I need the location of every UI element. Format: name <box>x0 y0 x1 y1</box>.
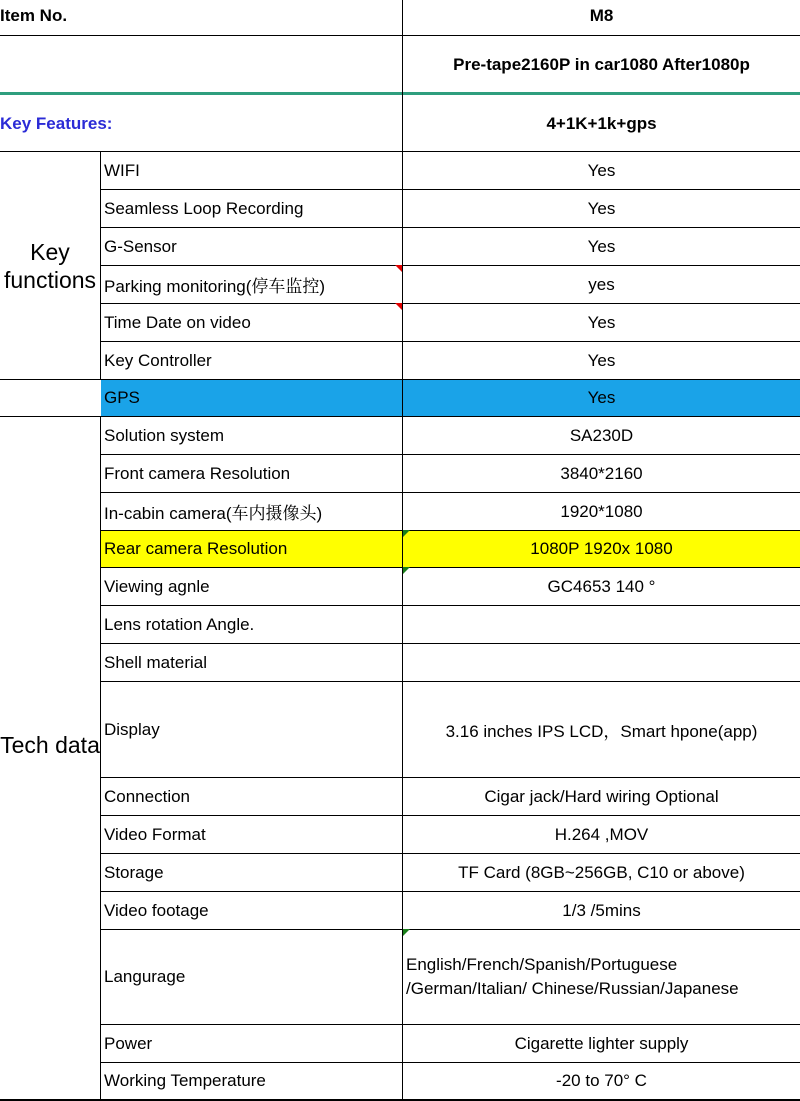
spec-name: G-Sensor <box>104 236 177 256</box>
spec-value: 3840*2160 <box>560 463 643 483</box>
item-no-label: Item No. <box>0 6 68 25</box>
spec-name: Langurage <box>104 967 186 986</box>
row-divider <box>0 35 800 36</box>
key-functions-label: Key functions <box>3 239 97 293</box>
spec-name: Solution system <box>104 425 224 445</box>
spec-value: Yes <box>587 312 616 332</box>
spec-name: Power <box>104 1033 153 1053</box>
spec-value <box>403 644 800 681</box>
spec-name: Viewing agnle <box>104 576 210 596</box>
spec-value: -20 to 70° C <box>556 1071 647 1090</box>
spec-value: TF Card (8GB~256GB, C10 or above) <box>458 862 745 882</box>
spec-value: Yes <box>587 160 616 180</box>
spec-value: 1/3 /5mins <box>562 900 641 920</box>
spec-value: 1920*1080 <box>560 501 643 521</box>
spec-value: Yes <box>587 387 616 407</box>
spec-name: In-cabin camera(车内摄像头) <box>104 504 323 523</box>
model-subtitle: Pre-tape2160P in car1080 After1080p <box>453 55 750 74</box>
spec-value: Yes <box>587 350 616 370</box>
spec-value <box>403 930 800 1024</box>
spec-name: Working Temperature <box>104 1071 266 1090</box>
spec-name: Display <box>104 719 160 739</box>
spec-name: Rear camera Resolution <box>104 538 288 558</box>
language-line-2: /German/Italian/ Chinese/Russian/Japanese <box>406 979 739 998</box>
model-name: M8 <box>589 6 614 25</box>
spec-value: SA230D <box>569 425 634 445</box>
spec-value: Yes <box>587 236 616 256</box>
spec-value: Yes <box>587 198 616 218</box>
spec-name: WIFI <box>104 160 140 180</box>
spec-value: 1080P 1920x 1080 <box>530 538 673 558</box>
spec-value: 3.16 inches IPS LCD，Smart hpone(app) <box>445 722 758 741</box>
spec-value: Cigarette lighter supply <box>514 1033 689 1053</box>
spec-name: Video footage <box>104 900 209 920</box>
tech-data-label: Tech data <box>0 732 100 758</box>
spec-value: Cigar jack/Hard wiring Optional <box>484 786 719 806</box>
key-features-value: 4+1K+1k+gps <box>546 114 657 133</box>
separator-line <box>0 92 800 95</box>
spec-name: Lens rotation Angle. <box>104 614 255 634</box>
spec-value <box>403 606 800 643</box>
language-line-1: English/French/Spanish/Portuguese <box>406 955 678 974</box>
spec-value: yes <box>588 274 615 294</box>
spec-name: Parking monitoring(停车监控) <box>104 277 326 296</box>
spec-name: Video Format <box>104 824 206 844</box>
spec-value: H.264 ,MOV <box>554 824 649 844</box>
spec-name: Connection <box>104 786 191 806</box>
spec-name: Front camera Resolution <box>104 463 291 483</box>
spec-name: GPS <box>104 387 140 407</box>
spec-name: Storage <box>104 862 164 882</box>
spec-name: Key Controller <box>104 350 212 370</box>
key-features-label: Key Features: <box>0 114 113 133</box>
spec-name: Time Date on video <box>104 312 251 332</box>
spec-value: GC4653 140 ° <box>547 576 656 596</box>
spec-name: Shell material <box>104 652 207 672</box>
spec-name: Seamless Loop Recording <box>104 198 304 218</box>
